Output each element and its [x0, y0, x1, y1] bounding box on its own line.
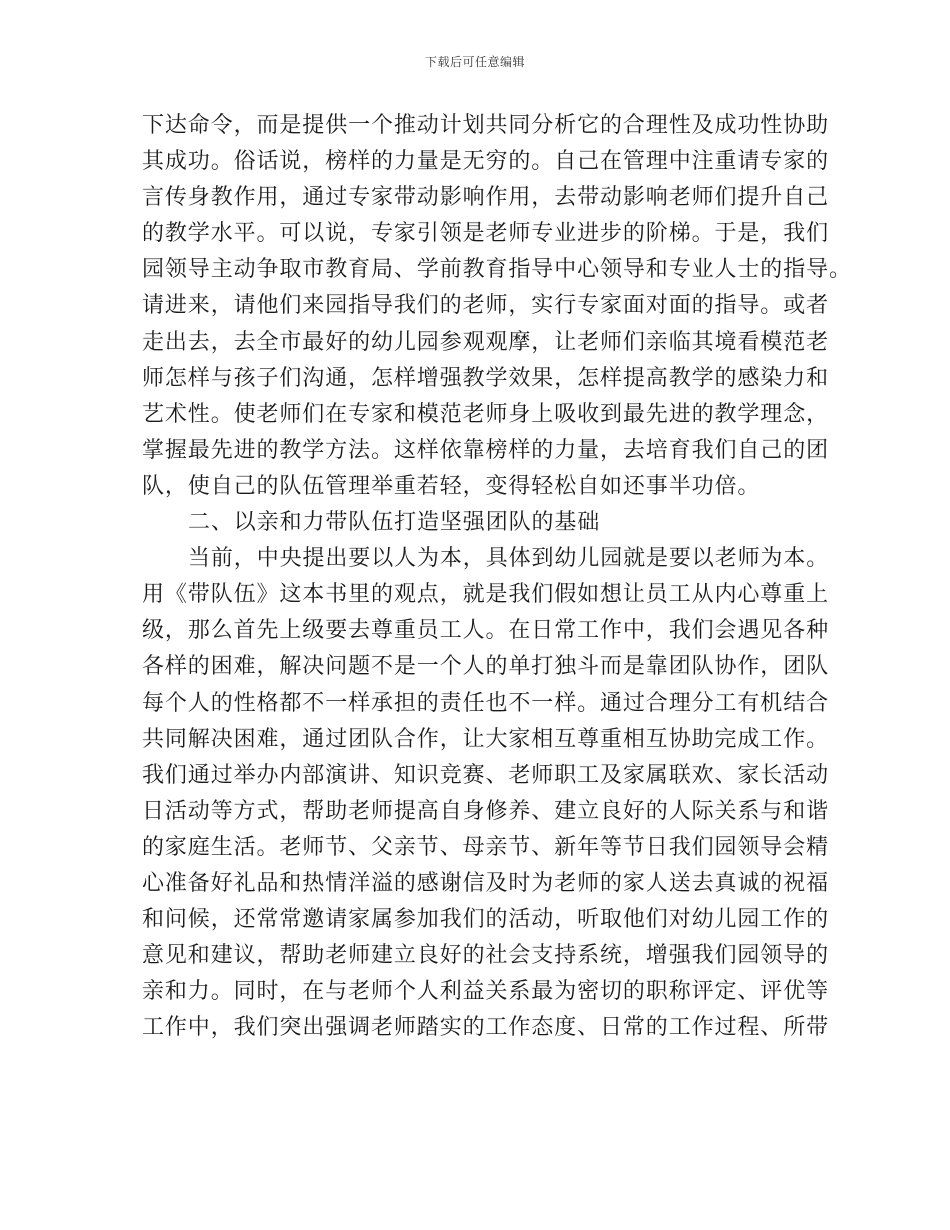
text-line: 师怎样与孩子们沟通，怎样增强教学效果，怎样提高教学的感染力和 [142, 365, 830, 391]
text-line: 的家庭生活。老师节、父亲节、母亲节、新年等节日我们园领导会精 [142, 834, 830, 860]
text-line: 园领导主动争取市教育局、学前教育指导中心领导和专业人士的指导。 [142, 257, 852, 283]
text-line: 和问候，还常常邀请家属参加我们的活动，听取他们对幼儿园工作的 [142, 907, 830, 933]
text-line: 掌握最先进的教学方法。这样依靠榜样的力量，去培育我们自己的团 [142, 437, 830, 463]
text-line: 各样的困难，解决问题不是一个人的单打独斗而是靠团队协作，团队 [142, 654, 830, 680]
text-line: 共同解决困难，通过团队合作，让大家相互尊重相互协助完成工作。 [142, 726, 830, 752]
text-line: 言传身教作用，通过专家带动影响作用，去带动影响老师们提升自己 [142, 185, 830, 211]
text-line: 每个人的性格都不一样承担的责任也不一样。通过合理分工有机结合 [142, 690, 830, 716]
body-text [142, 108, 852, 1046]
section-heading: 二、以亲和力带队伍打造坚强团队的基础 [188, 510, 601, 536]
text-line: 队，使自己的队伍管理举重若轻，变得轻松自如还事半功倍。 [142, 473, 761, 499]
paragraph-first-line: 当前，中央提出要以人为本，具体到幼儿园就是要以老师为本。 [188, 546, 830, 572]
text-line: 意见和建议，帮助老师建立良好的社会支持系统，增强我们园领导的 [142, 943, 830, 969]
text-line: 下达命令，而是提供一个推动计划共同分析它的合理性及成功性协助 [142, 113, 830, 138]
text-line: 艺术性。使老师们在专家和模范老师身上吸收到最先进的教学理念， [142, 401, 830, 427]
text-line: 请进来，请他们来园指导我们的老师，实行专家面对面的指导。或者 [142, 293, 830, 319]
text-line: 其成功。俗话说，榜样的力量是无穷的。自己在管理中注重请专家的 [142, 149, 830, 175]
text-line: 日活动等方式，帮助老师提高自身修养、建立良好的人际关系与和谐 [142, 798, 830, 824]
text-line: 走出去，去全市最好的幼儿园参观观摩，让老师们亲临其境看模范老 [142, 329, 830, 355]
text-line: 工作中，我们突出强调老师踏实的工作态度、日常的工作过程、所带 [142, 1015, 830, 1041]
text-line: 亲和力。同时，在与老师个人利益关系最为密切的职称评定、评优等 [142, 979, 830, 1005]
text-line: 的教学水平。可以说，专家引领是老师专业进步的阶梯。于是，我们 [142, 221, 830, 247]
text-line: 级，那么首先上级要去尊重员工人。在日常工作中，我们会遇见各种 [142, 618, 830, 644]
page-header: 下载后可任意编辑 [424, 55, 525, 69]
text-line: 用《带队伍》这本书里的观点，就是我们假如想让员工从内心尊重上 [142, 582, 830, 608]
text-line: 我们通过举办内部演讲、知识竞赛、老师职工及家属联欢、家长活动 [142, 762, 830, 788]
text-line: 心准备好礼品和热情洋溢的感谢信及时为老师的家人送去真诚的祝福 [142, 870, 830, 896]
